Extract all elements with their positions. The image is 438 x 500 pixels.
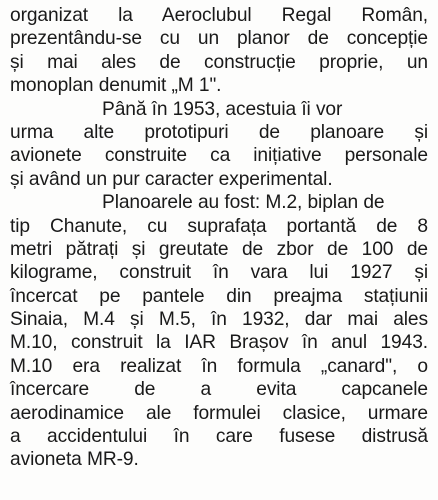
- text-line: monoplan denumit „M 1".: [10, 75, 222, 97]
- text-line: M.10 era realizat în formula „canard", o: [10, 355, 428, 377]
- text-line: organizat la Aeroclubul Regal Român,: [10, 5, 428, 26]
- paragraph-first-line: Până în 1953, acestuia îi vor: [102, 98, 343, 120]
- text-line: kilograme, construit în vara lui 1927 și: [10, 262, 428, 284]
- text-line: M.10, construit la IAR Brașov în anul 1943.: [10, 332, 428, 354]
- text-line: și mai ales de construcție proprie, un: [10, 51, 428, 73]
- text-line: Sinaia, M.4 și M.5, în 1932, dar mai ales: [10, 309, 428, 331]
- text-line: avioneta MR-9.: [10, 449, 139, 471]
- text-line: încercat pe pantele din preajma stațiunii: [10, 285, 428, 307]
- text-line: tip Chanute, cu suprafața portantă de 8: [10, 215, 428, 237]
- text-line: avionete construite ca inițiative personale: [10, 145, 428, 167]
- text-line: prezentându-se cu un planor de concepție: [10, 28, 428, 50]
- text-line: a accidentului în care fusese distrusă: [10, 426, 428, 448]
- text-line: și având un pur caracter experimental.: [10, 168, 333, 190]
- body-text: [10, 4, 428, 472]
- text-line: aerodinamice ale formulei clasice, urmare: [10, 402, 428, 424]
- text-line: metri pătrați și greutate de zbor de 100 de: [10, 238, 428, 260]
- text-line: încercare de a evita capcanele: [10, 379, 428, 401]
- paragraph-first-line: Planoarele au fost: M.2, biplan de: [102, 192, 385, 214]
- text-line: urma alte prototipuri de planoare și: [10, 121, 428, 143]
